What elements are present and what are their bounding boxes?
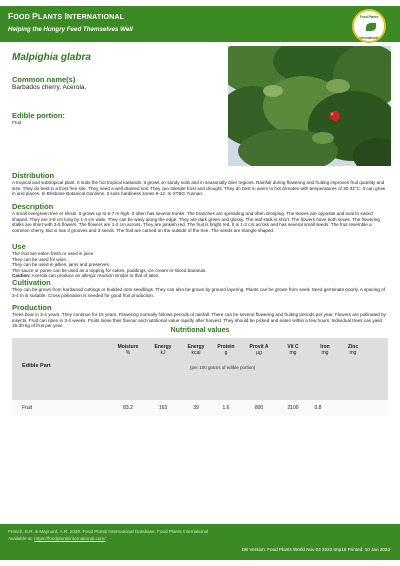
logo-text-top: Food Plants (359, 15, 379, 19)
footer-citation: French, B.R. & Maynard, A.R. 2020. Food Plants International Database. Food Plants International (8, 529, 209, 534)
col-unit: kcal (191, 350, 201, 356)
col-header (310, 344, 340, 356)
col-header (148, 344, 178, 356)
col-header (338, 344, 368, 356)
row-part: Fruit (22, 405, 32, 411)
use-line: They can be used in jellies, jams and preserves. (12, 262, 111, 267)
org-letter: F (8, 11, 14, 21)
col-name: Vit C (287, 344, 299, 350)
edible-portion-text: Fruit (12, 120, 22, 125)
leaf-icon (366, 23, 376, 31)
row-value: 0.8 (314, 405, 322, 411)
nutritional-values-title: Nutritional values (170, 327, 230, 334)
plant-title: Malpighia glabra (12, 52, 91, 63)
col-name: Protein (217, 344, 235, 350)
distribution-text: A tropical and subtropical plant. It suits the hot tropical lowlands. It grows on sandy soils and in seasonally drier regions. Rainfall during flowering and fruiting improves fruit quantity and size. They do best in a frost free site. They need a well drained soil. They can tolerate frost and drought. They do best in warm to hot climates with temperatures of 30-32°C. It can grow in arid places. In Brisbane Botanical Gardens. It suits hardiness zones 9-12. In XTBG Yunnan. (12, 180, 386, 196)
org-letter: I (64, 11, 68, 21)
col-header (181, 344, 211, 356)
org-part: NTERNATIONAL (67, 14, 125, 21)
per-100g-label: (per 100 grams of edible portion) (190, 365, 256, 370)
col-unit: g (224, 350, 228, 356)
caution-text: Acerola can produce an allergic reaction similar to that of latex. (30, 273, 160, 278)
col-name: Provit A (249, 344, 269, 350)
col-unit: mg (321, 350, 329, 356)
col-name: Iron (320, 344, 330, 350)
plant-photo (228, 46, 391, 166)
food-plants-logo (352, 9, 386, 43)
header-bar (0, 6, 400, 42)
col-unit: µg (256, 350, 262, 356)
row-value: 163 (158, 405, 168, 411)
row-value: 1.6 (222, 405, 230, 411)
available-label: Available at: (8, 536, 35, 541)
edible-portion-heading: Edible portion: (12, 111, 65, 120)
use-line: The sauce or puree can be used as a topping for cakes, puddings, ice cream or sliced bananas. (12, 267, 207, 273)
description-text: A small evergreen tree or shrub. It grows up to 5-7 m high. It often has several trunks. The branches are spreading and often drooping. The leaves are opposite and oval to sword shaped. They are 2-8 cm long by 1-4 cm wide. They can be wavy along the edge. They are dark green and glossy. The leaf stalk is short. The flowers have both sexes. The flowering stalks are short with 3-5 flowers. The flowers are 1-2 cm across. They are pinkish red. The fruit is bright red. It is 1-2 cm across and has several small seeds. The fruit resemble a common cherry. But is has 3 grooves and 3 seeds. The fruit are carried on the outside of the tree. The seeds are triangle shaped. (12, 211, 380, 233)
common-names-heading: Common name(s) (12, 75, 76, 84)
distribution-heading: Distribution (12, 171, 55, 180)
production-heading: Production (12, 303, 52, 312)
col-header (211, 344, 241, 356)
logo-text-bottom: International (359, 36, 379, 40)
col-unit: % (125, 350, 131, 356)
footer-version: DB Version: Food Plants World Nov 04 2022 tmp16 Printed: 10 Jan 2023 (241, 547, 390, 552)
table-row (12, 400, 388, 416)
org-part: LANTS (37, 14, 65, 21)
col-name: Moisture (117, 344, 139, 350)
row-value: 39 (193, 405, 199, 411)
description-heading: Description (12, 202, 54, 211)
website-link[interactable]: https://foodplantsinternational.com/ (34, 536, 106, 541)
tagline: Helping the Hungry Feed Themselves Well (8, 26, 133, 33)
footer-bar (0, 524, 400, 560)
col-name: Energy (154, 344, 172, 350)
cultivation-heading: Cultivation (12, 278, 51, 287)
row-value: 2100 (287, 405, 299, 411)
use-line: They can be used for wine. (12, 256, 68, 262)
caution-line (12, 273, 388, 279)
production-text: Trees bear in 3-4 years. They continue for 15 years. Flowering normally follows periods of rainfall. There can be several flowering and fruiting periods per year. Flowers are pollinated by insects. Fruit can ripen in 3-4 weeks. Fruits loose their flavour and nutritional value rapidly after harvest. They should be picked and eaten within a few hours. Individual trees can yield 15-30 kg of fruit per year. (12, 312, 386, 328)
row-value: 83.2 (123, 405, 133, 411)
common-names-text: Barbados cherry, Acerola, (12, 84, 87, 91)
col-unit: mg (289, 350, 297, 356)
nutrition-table-header (12, 338, 388, 400)
org-part: OOD (13, 14, 33, 21)
plant-photo-image (228, 46, 391, 166)
caution-label: Caution: (12, 273, 31, 278)
row-value: 800 (254, 405, 264, 411)
col-header (113, 344, 143, 356)
use-heading: Use (12, 242, 26, 251)
organisation-name (8, 11, 124, 21)
col-name: Zinc (347, 344, 359, 350)
col-header (244, 344, 274, 356)
use-line: The fruit are eaten fresh or used in juice. (12, 251, 95, 256)
footer-availability (8, 536, 105, 541)
col-unit: mg (349, 350, 357, 356)
edible-part-label: Edible Part (22, 363, 51, 369)
col-header (278, 344, 308, 356)
org-letter: P (32, 11, 38, 21)
col-name: Energy (187, 344, 205, 350)
use-text (12, 251, 388, 279)
col-unit: kJ (160, 350, 166, 356)
cultivation-text: They can be grown from hardwood cuttings or budded onto seedlings. They can also be grown by ground layering. Plants can be grown from seed. Seed germinate poorly. A spacing of 3-4 m is suitable. Cross pollination is needed for good fruit production. (12, 287, 385, 298)
